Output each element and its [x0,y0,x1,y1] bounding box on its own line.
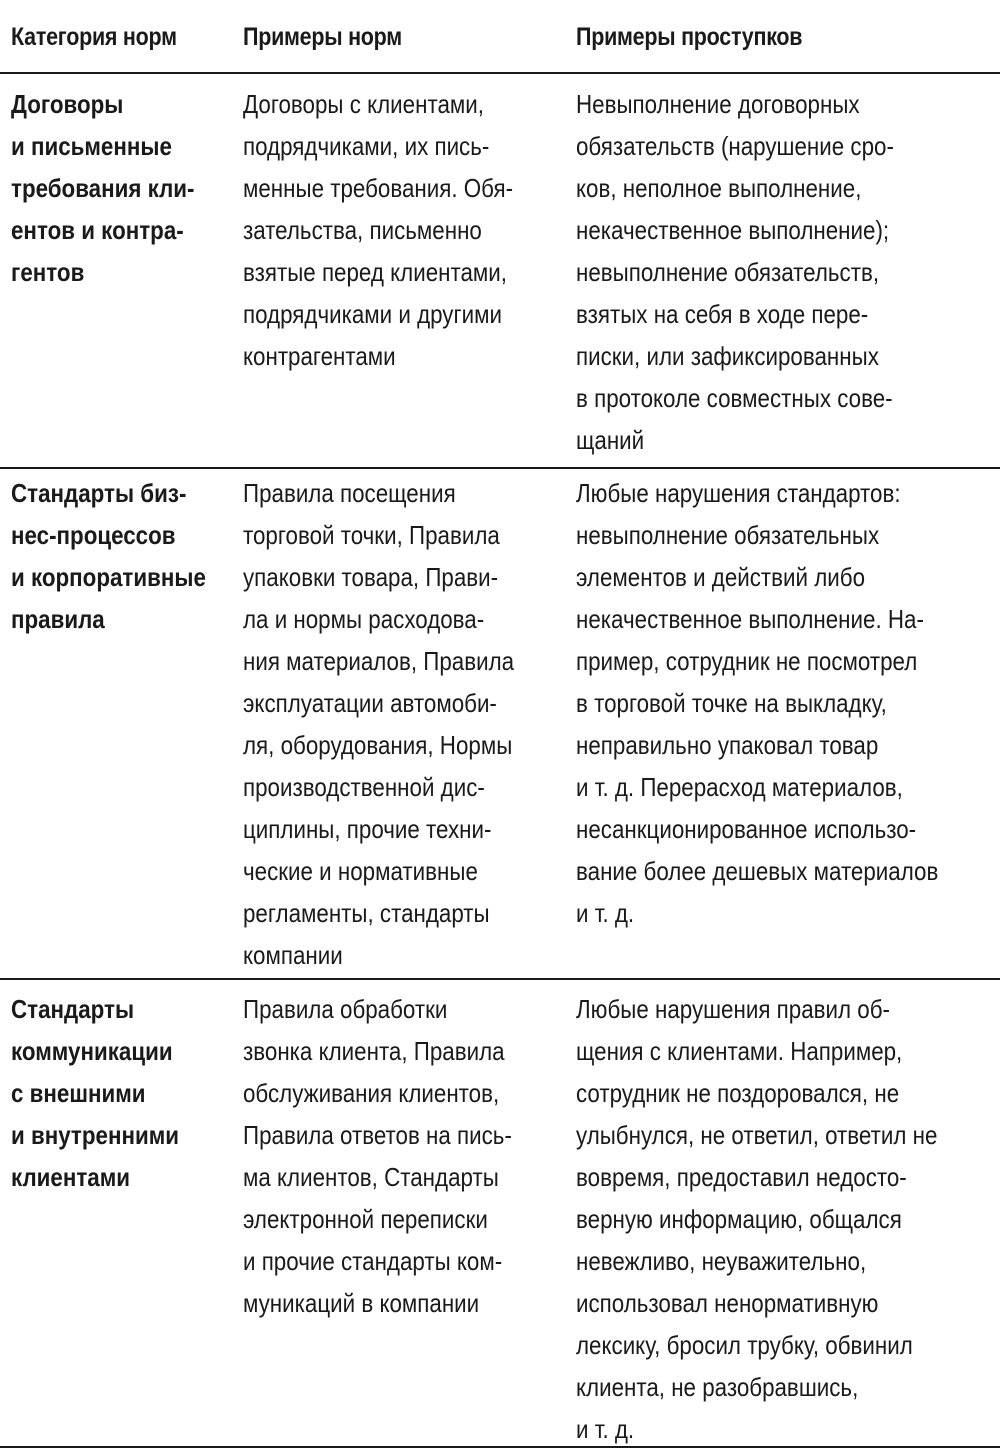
header-violation-examples: Примеры проступков [576,23,803,51]
text-line: торговой точки, Правила [243,520,500,550]
text-line: в торговой точке на выкладку, [576,688,887,718]
text-line: использовал ненормативную [576,1288,879,1318]
text-line: циплины, прочие техни- [243,814,492,844]
text-line: Правила ответов на пись- [243,1120,512,1150]
table-header [0,0,1000,74]
table-row [0,980,1000,1448]
header-category: Категория норм [11,23,177,51]
text-line: Правила обработки [243,994,448,1024]
text-line: и т. д. Перерасход материалов, [576,772,903,802]
text-line: невыполнение обязательств, [576,257,880,287]
text-line: клиента, не разобравшись, [576,1372,859,1402]
text-line: лексику, бросил трубку, обвинил [576,1330,913,1360]
text-line: невыполнение обязательных [576,520,880,550]
table-row [0,74,1000,469]
text-line: Любые нарушения стандартов: [576,478,901,508]
text-line: подрядчиками, их пись- [243,131,490,161]
text-line: ла и нормы расходова- [243,604,485,634]
text-line: Договоры с клиентами, [243,89,484,119]
violations-cell [576,988,937,1450]
text-line: клиентами [11,1162,131,1192]
text-line: вовремя, предоставил недосто- [576,1162,907,1192]
text-line: коммуникации [11,1036,173,1066]
text-line: контрагентами [243,341,396,371]
category-cell [11,988,179,1198]
text-line: муникаций в компании [243,1288,480,1318]
violations-cell [576,83,894,461]
violations-cell [576,472,938,934]
text-line: улыбнулся, не ответил, ответил не [576,1120,938,1150]
text-line: щения с клиентами. Например, [576,1036,903,1066]
text-line: Договоры [11,89,124,119]
norms-cell [243,472,514,976]
text-line: и прочие стандарты ком- [243,1246,503,1276]
text-line: подрядчиками и другими [243,299,502,329]
text-line: Стандарты биз- [11,478,187,508]
text-line: эксплуатации автомоби- [243,688,497,718]
text-line: компании [243,940,343,970]
text-line: ния материалов, Правила [243,646,515,676]
norms-cell [243,83,513,377]
text-line: и т. д. [576,898,635,928]
text-line: ма клиентов, Стандарты [243,1162,499,1192]
text-line: и корпоративные [11,562,206,592]
text-line: Любые нарушения правил об- [576,994,890,1024]
text-line: ля, оборудования, Нормы [243,730,513,760]
text-line: в протоколе совместных сове- [576,383,893,413]
text-line: элементов и действий либо [576,562,866,592]
text-line: некачественное выполнение); [576,215,890,245]
text-line: менные требования. Обя- [243,173,514,203]
text-line: регламенты, стандарты [243,898,490,928]
text-line: звонка клиента, Правила [243,1036,505,1066]
text-line: и т. д. [576,1414,635,1444]
header-norm-examples: Примеры норм [243,23,402,51]
text-line: гентов [11,257,85,287]
text-line: и письменные [11,131,172,161]
text-line: Правила посещения [243,478,456,508]
text-line: несанкционированное использо- [576,814,917,844]
text-line: верную информацию, общался [576,1204,902,1234]
category-cell [11,472,206,640]
category-cell [11,83,194,293]
text-line: ентов и контра- [11,215,184,245]
text-line: взятых на себя в ходе пере- [576,299,869,329]
text-line: обслуживания клиентов, [243,1078,500,1108]
text-line: упаковки товара, Прави- [243,562,499,592]
text-line: вание более дешевых материалов [576,856,939,886]
text-line: взятые перед клиентами, [243,257,507,287]
text-line: ческие и нормативные [243,856,478,886]
text-line: электронной переписки [243,1204,488,1234]
text-line: зательства, письменно [243,215,482,245]
text-line: пример, сотрудник не посмотрел [576,646,918,676]
text-line: Невыполнение договорных [576,89,860,119]
text-line: и внутренними [11,1120,180,1150]
text-line: писки, или зафиксированных [576,341,879,371]
text-line: неправильно упаковал товар [576,730,879,760]
norms-cell [243,988,512,1324]
text-line: щаний [576,425,645,455]
text-line: невежливо, неуважительно, [576,1246,867,1276]
text-line: нес-процессов [11,520,176,550]
text-line: обязательств (нарушение сро- [576,131,894,161]
text-line: Стандарты [11,994,135,1024]
text-line: ков, неполное выполнение, [576,173,862,203]
table-row [0,469,1000,980]
text-line: требования кли- [11,173,195,203]
text-line: с внешними [11,1078,146,1108]
text-line: производственной дис- [243,772,485,802]
text-line: правила [11,604,105,634]
text-line: некачественное выполнение. На- [576,604,924,634]
text-line: сотрудник не поздоровался, не [576,1078,900,1108]
